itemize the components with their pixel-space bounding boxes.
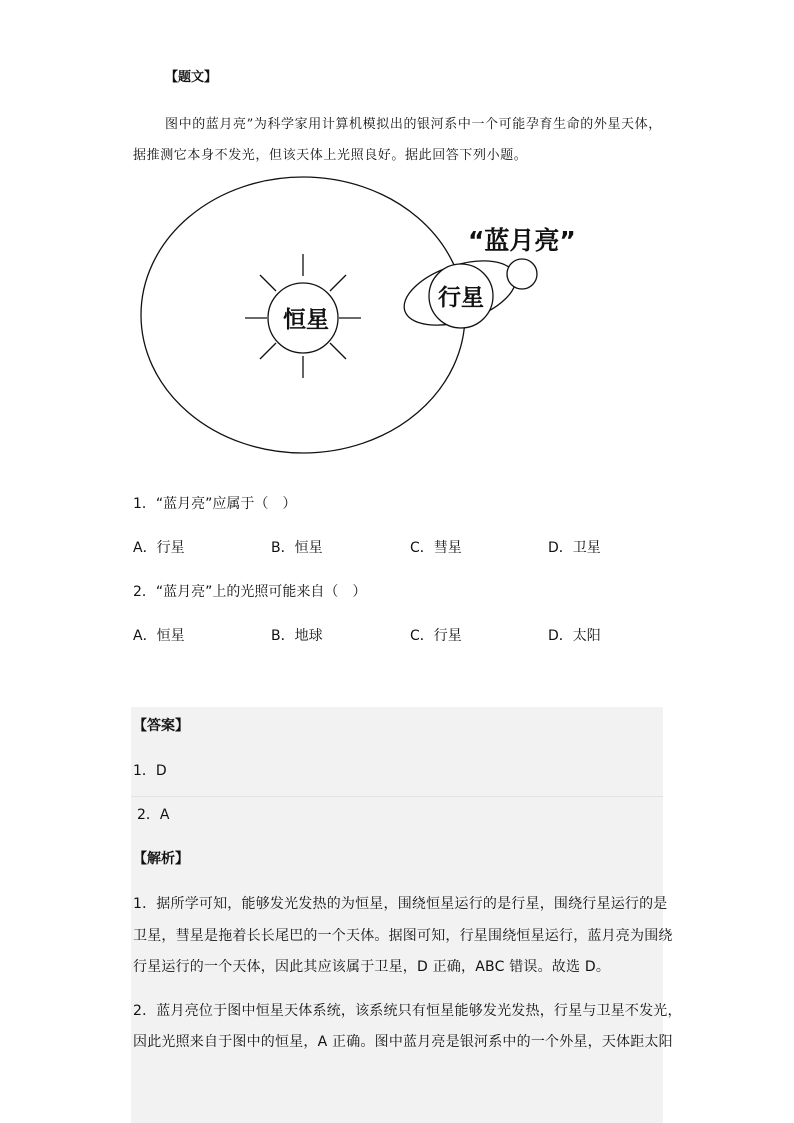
question-2-option-b: B．地球 <box>271 628 323 644</box>
question-2-option-d: D．太阳 <box>548 628 601 644</box>
answer-line-1: 1．D <box>133 763 167 779</box>
question-1-option-b: B．恒星 <box>271 540 323 556</box>
answer-panel <box>131 707 663 1123</box>
question-1-stem: 1．“蓝月亮”应属于（ ） <box>133 496 297 512</box>
passage-line-1: 图中的蓝月亮”为科学家用计算机模拟出的银河系中一个可能孕育生命的外星天体， <box>165 117 662 132</box>
star-system-diagram <box>0 0 794 480</box>
answer-heading: 【答案】 <box>133 718 189 734</box>
planet-label: 行星 <box>438 285 484 311</box>
passage-line-2: 据推测它本身不发光，但该天体上光照良好。据此回答下列小题。 <box>133 148 528 163</box>
analysis-line-2: 卫星，彗星是拖着长长尾巴的一个天体。据图可知，行星围绕恒星运行，蓝月亮为围绕 <box>133 928 673 944</box>
analysis-line-5: 因此光照来自于图中的恒星，A 正确。图中蓝月亮是银河系中的一个外星，天体距太阳 <box>133 1034 673 1050</box>
blue-moon-circle <box>507 259 537 289</box>
answer-line-2: 2．A <box>137 807 170 823</box>
question-1-option-d: D．卫星 <box>548 540 601 556</box>
analysis-line-3: 行星运行的一个天体，因此其应该属于卫星，D 正确，ABC 错误。故选 D。 <box>133 959 611 975</box>
answer-divider <box>131 796 663 797</box>
question-1-option-c: C．彗星 <box>410 540 462 556</box>
question-2-option-a: A．恒星 <box>133 628 185 644</box>
analysis-heading: 【解析】 <box>133 851 189 867</box>
question-2-stem: 2．“蓝月亮”上的光照可能来自（ ） <box>133 584 367 600</box>
analysis-line-4: 2．蓝月亮位于图中恒星天体系统，该系统只有恒星能够发光发热，行星与卫星不发光， <box>133 1003 682 1019</box>
blue-moon-label: “蓝月亮” <box>468 226 576 255</box>
question-tag: 【题文】 <box>165 70 218 85</box>
star-label: 恒星 <box>283 307 329 333</box>
question-2-option-c: C．行星 <box>410 628 462 644</box>
analysis-line-1: 1．据所学可知，能够发光发热的为恒星，围绕恒星运行的是行星，围绕行星运行的是 <box>133 896 668 912</box>
question-1-option-a: A．行星 <box>133 540 185 556</box>
